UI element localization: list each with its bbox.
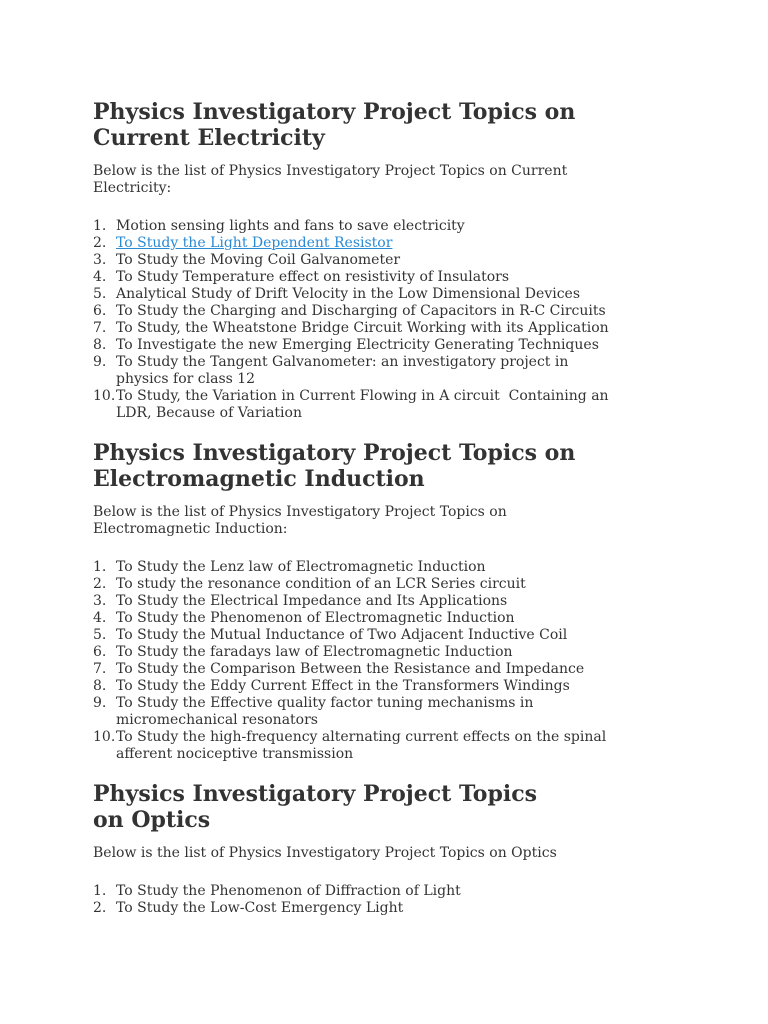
list-item — [93, 576, 688, 593]
topic-list — [93, 883, 688, 917]
section-title — [93, 781, 688, 833]
list-item-text: To Study the Eddy Current Effect in the Transformers Windings — [116, 678, 570, 694]
list-number: 1. — [93, 559, 107, 575]
list-item-text: To Study the faradays law of Electromagnetic Induction — [116, 644, 513, 660]
section-spacer — [93, 422, 688, 440]
list-item — [93, 337, 688, 354]
topic-link-light-dependent-resistor[interactable]: To Study the Light Dependent Resistor — [116, 235, 393, 251]
section-electromagnetic-induction — [93, 440, 688, 781]
list-item-text — [116, 729, 688, 763]
list-number: 1. — [93, 883, 107, 899]
intro-line: Electricity: — [93, 180, 172, 196]
list-item-text: Motion sensing lights and fans to save electricity — [116, 218, 465, 234]
list-item-text: To Study the Comparison Between the Resistance and Impedance — [116, 661, 585, 677]
section-title-line: Electromagnetic Induction — [93, 466, 425, 492]
topic-list — [93, 559, 688, 763]
list-item-text: To Study Temperature effect on resistivity of Insulators — [116, 269, 510, 285]
intro-line: Below is the list of Physics Investigatory Project Topics on — [93, 504, 507, 520]
list-item-text: To Study the Lenz law of Electromagnetic Induction — [116, 559, 486, 575]
list-number: 7. — [93, 320, 107, 336]
list-number: 4. — [93, 610, 107, 626]
section-intro — [93, 163, 688, 197]
list-item-text: To Study the Moving Coil Galvanometer — [116, 252, 401, 268]
intro-line: Below is the list of Physics Investigatory Project Topics on Current — [93, 163, 568, 179]
list-number: 5. — [93, 627, 107, 643]
list-number: 6. — [93, 303, 107, 319]
list-item — [93, 610, 688, 627]
list-number: 3. — [93, 593, 107, 609]
list-item — [93, 695, 688, 729]
list-item-text — [116, 354, 688, 388]
list-item — [93, 303, 688, 320]
section-title — [93, 99, 688, 151]
section-title-line: on Optics — [93, 807, 211, 833]
section-title — [93, 440, 688, 492]
list-item-text: To Study the Charging and Discharging of Capacitors in R-C Circuits — [116, 303, 606, 319]
list-number: 6. — [93, 644, 107, 660]
list-item-text: To study the resonance condition of an LCR Series circuit — [116, 576, 526, 592]
section-intro — [93, 504, 688, 538]
intro-line: Below is the list of Physics Investigatory Project Topics on Optics — [93, 845, 557, 861]
list-item-line: To Study, the Variation in Current Flowing in A circuit Containing an — [116, 388, 609, 404]
list-item — [93, 661, 688, 678]
section-optics — [93, 781, 688, 917]
list-number: 9. — [93, 695, 107, 711]
section-title-line: Current Electricity — [93, 125, 325, 151]
list-item — [93, 883, 688, 900]
list-item-text — [116, 695, 688, 729]
list-item-line: afferent nociceptive transmission — [116, 746, 354, 762]
list-number: 2. — [93, 900, 107, 916]
list-item-line: To Study the high-frequency alternating current effects on the spinal — [116, 729, 607, 745]
list-item — [93, 320, 688, 337]
list-item — [93, 218, 688, 235]
list-number: 3. — [93, 252, 107, 268]
list-item — [93, 729, 688, 763]
list-number: 4. — [93, 269, 107, 285]
list-item-text: To Study the Phenomenon of Electromagnetic Induction — [116, 610, 515, 626]
list-number: 8. — [93, 678, 107, 694]
list-item — [93, 354, 688, 388]
list-item-line: To Study the Effective quality factor tuning mechanisms in — [116, 695, 534, 711]
list-item — [93, 252, 688, 269]
list-item — [93, 593, 688, 610]
list-item — [93, 559, 688, 576]
list-item-text: To Study the Phenomenon of Diffraction of Light — [116, 883, 461, 899]
list-item — [93, 388, 688, 422]
list-item-line: To Study the Tangent Galvanometer: an investigatory project in — [116, 354, 569, 370]
list-item-text: To Study the Mutual Inductance of Two Adjacent Inductive Coil — [116, 627, 568, 643]
section-intro — [93, 845, 688, 862]
section-spacer — [93, 763, 688, 781]
section-title-line: Physics Investigatory Project Topics — [93, 781, 538, 807]
list-number: 2. — [93, 235, 107, 251]
list-item — [93, 269, 688, 286]
list-item — [93, 627, 688, 644]
list-number: 7. — [93, 661, 107, 677]
list-number: 10. — [93, 729, 116, 745]
list-number: 9. — [93, 354, 107, 370]
section-title-line: Physics Investigatory Project Topics on — [93, 440, 576, 466]
list-number: 2. — [93, 576, 107, 592]
list-item — [93, 678, 688, 695]
list-number: 10. — [93, 388, 116, 404]
list-item-text: Analytical Study of Drift Velocity in the Low Dimensional Devices — [116, 286, 581, 302]
list-item — [93, 900, 688, 917]
list-item-line: micromechanical resonators — [116, 712, 318, 728]
list-item-text: To Investigate the new Emerging Electricity Generating Techniques — [116, 337, 599, 353]
list-item-line: physics for class 12 — [116, 371, 256, 387]
list-item — [93, 286, 688, 303]
section-current-electricity — [93, 99, 688, 440]
list-number: 5. — [93, 286, 107, 302]
list-item-text — [116, 388, 688, 422]
list-number: 8. — [93, 337, 107, 353]
list-item[interactable] — [93, 235, 688, 252]
list-item-text: To Study the Electrical Impedance and Its Applications — [116, 593, 508, 609]
list-number: 1. — [93, 218, 107, 234]
section-title-line: Physics Investigatory Project Topics on — [93, 99, 576, 125]
list-item-text: To Study, the Wheatstone Bridge Circuit Working with its Application — [116, 320, 609, 336]
list-item — [93, 644, 688, 661]
topic-list — [93, 218, 688, 422]
list-item-text: To Study the Low-Cost Emergency Light — [116, 900, 404, 916]
list-item-line: LDR, Because of Variation — [116, 405, 302, 421]
intro-line: Electromagnetic Induction: — [93, 521, 288, 537]
